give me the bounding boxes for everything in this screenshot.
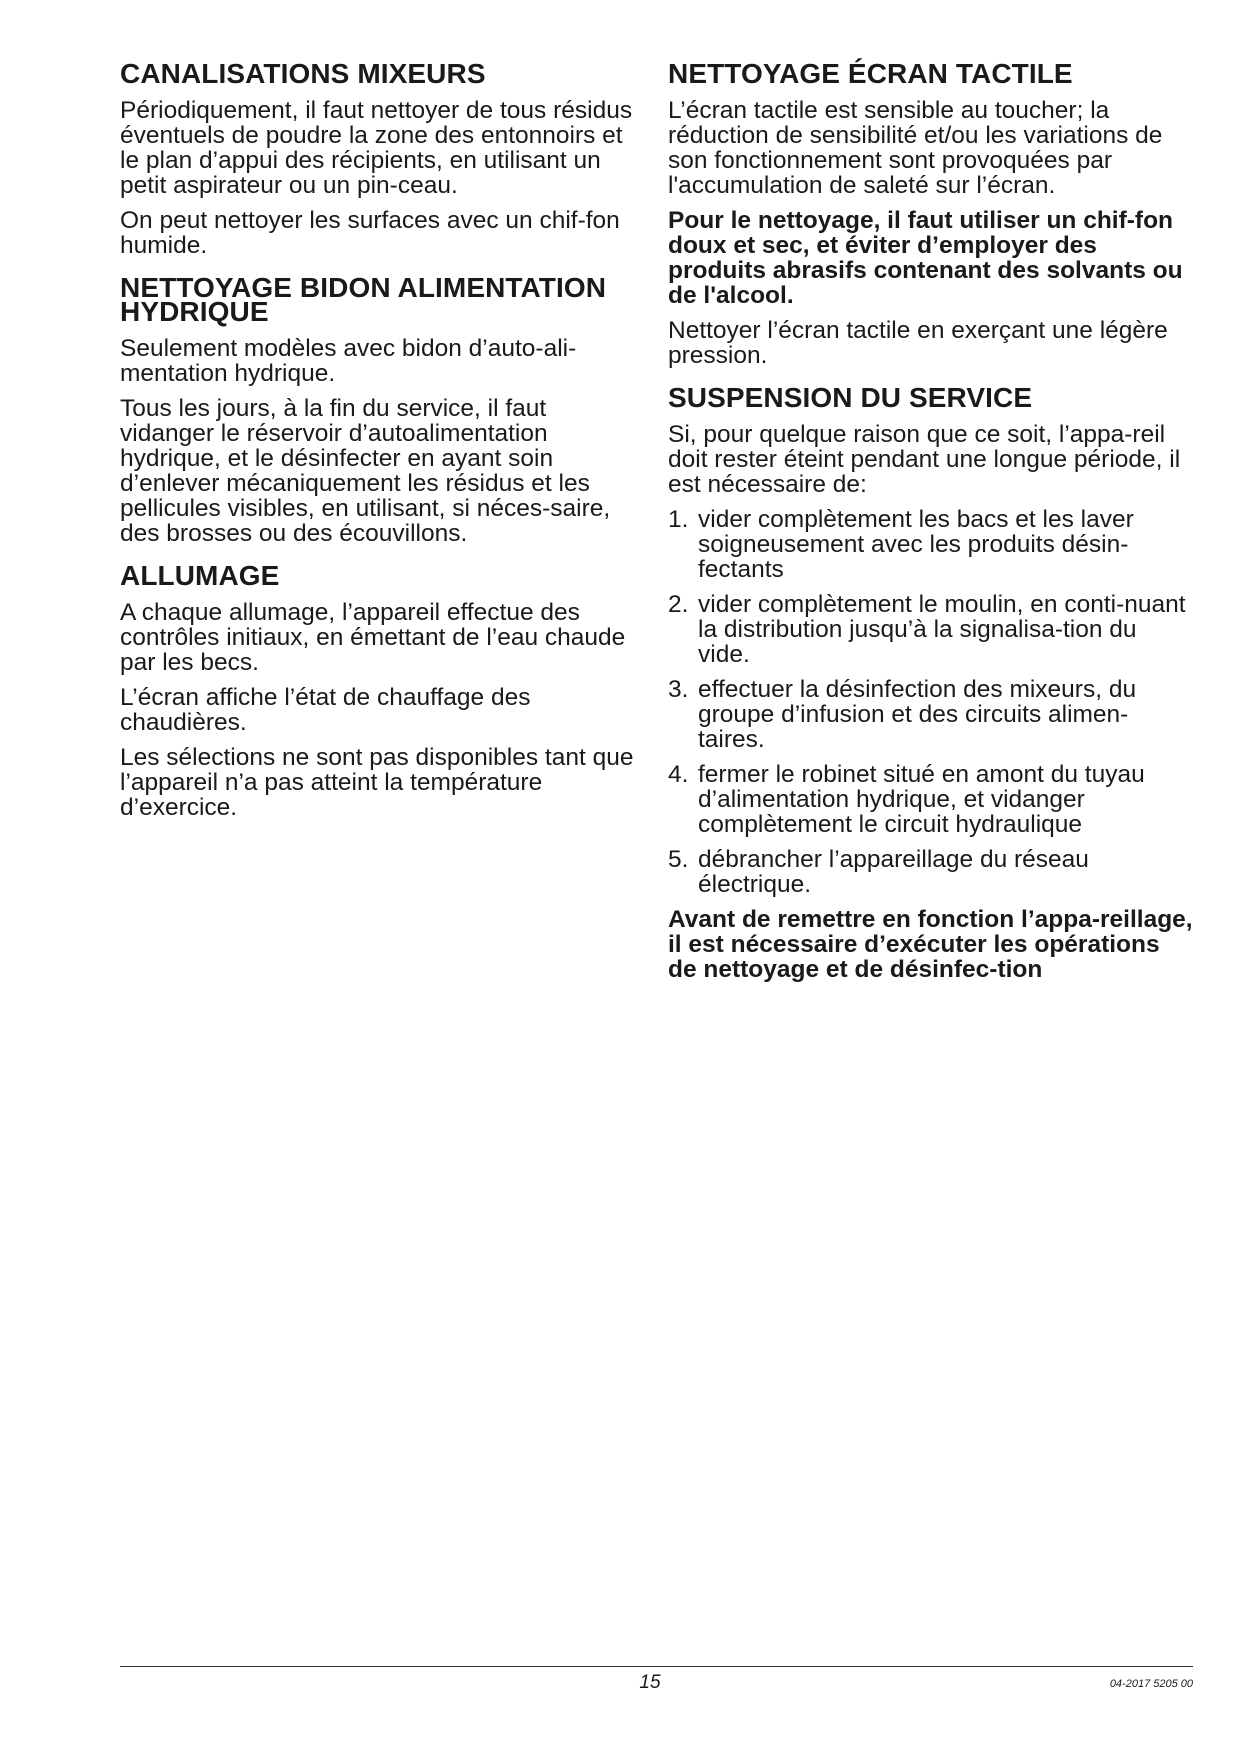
- list-number: 3.: [668, 676, 689, 703]
- list-text: effectuer la désinfection des mixeurs, du groupe d’infusion et des circuits alimen-taires.: [698, 676, 1137, 753]
- section-heading: ALLUMAGE: [120, 560, 280, 591]
- document-code: 04-2017 5205 00: [1109, 1678, 1193, 1690]
- list-item: [668, 507, 1193, 582]
- list-number: 5.: [668, 846, 689, 873]
- page-number: 15: [639, 1672, 661, 1693]
- list-item: [668, 847, 1193, 897]
- paragraph: Les sélections ne sont pas disponibles tant que l’appareil n’a pas atteint la température d’exercice.: [120, 744, 634, 821]
- list-text: fermer le robinet situé en amont du tuyau d’alimentation hydrique, et vidanger complètement le circuit hydraulique: [698, 761, 1145, 838]
- left-column: [120, 58, 640, 838]
- section-heading: NETTOYAGE BIDON ALIMENTATION HYDRIQUE: [120, 272, 607, 327]
- paragraph: L’écran affiche l’état de chauffage des chaudières.: [120, 684, 531, 736]
- paragraph: Tous les jours, à la fin du service, il faut vidanger le réservoir d’autoalimentation hydrique, et le désinfecter en ayant soin d’enlever mécaniquement les résidus et les pellicules visibles, en utilisant, si néces-saire, des brosses ou des écouvillons.: [120, 395, 611, 547]
- list-item: [668, 677, 1193, 752]
- list-item: [668, 592, 1193, 667]
- section-nettoyage-bidon: [120, 272, 640, 547]
- section-heading: SUSPENSION DU SERVICE: [668, 382, 1033, 413]
- section-suspension-du-service: [668, 382, 1193, 983]
- numbered-list: [668, 507, 1193, 897]
- section-heading: NETTOYAGE ÉCRAN TACTILE: [668, 58, 1073, 89]
- paragraph: Si, pour quelque raison que ce soit, l’appa-reil doit rester éteint pendant une longue période, il est nécessaire de:: [668, 421, 1181, 498]
- section-heading: CANALISATIONS MIXEURS: [120, 58, 486, 89]
- paragraph: Nettoyer l’écran tactile en exerçant une légère pression.: [668, 317, 1168, 369]
- section-nettoyage-ecran-tactile: [668, 58, 1193, 369]
- list-text: vider complètement les bacs et les laver soigneusement avec les produits désin-fectants: [698, 506, 1134, 583]
- footer-divider: [120, 1666, 1193, 1667]
- paragraph: A chaque allumage, l’appareil effectue des contrôles initiaux, en émettant de l’eau chaude par les becs.: [120, 599, 626, 676]
- list-item: [668, 762, 1193, 837]
- right-column: [668, 58, 1193, 1000]
- list-text: débrancher l’appareillage du réseau électrique.: [698, 846, 1089, 898]
- paragraph: L’écran tactile est sensible au toucher; la réduction de sensibilité et/ou les variations de son fonctionnement sont provoquées par l'accumulation de saleté sur l’écran.: [668, 97, 1163, 199]
- list-text: vider complètement le moulin, en conti-nuant la distribution jusqu’à la signalisa-tion du vide.: [698, 591, 1186, 668]
- paragraph: Seulement modèles avec bidon d’auto-ali-mentation hydrique.: [120, 335, 577, 387]
- list-number: 4.: [668, 761, 689, 788]
- paragraph: On peut nettoyer les surfaces avec un chif-fon humide.: [120, 207, 620, 259]
- section-allumage: [120, 560, 640, 821]
- paragraph: Périodiquement, il faut nettoyer de tous résidus éventuels de poudre la zone des entonnoirs et le plan d’appui des récipients, en utilisant un petit aspirateur ou un pin-ceau.: [120, 97, 633, 199]
- warning-paragraph: Avant de remettre en fonction l’appa-reillage, il est nécessaire d’exécuter les opérations de nettoyage et de désinfec-tion: [668, 906, 1193, 983]
- list-number: 2.: [668, 591, 689, 618]
- section-canalisations-mixeurs: [120, 58, 640, 259]
- warning-paragraph: Pour le nettoyage, il faut utiliser un chif-fon doux et sec, et éviter d’employer des produits abrasifs contenant des solvants ou de l'alcool.: [668, 207, 1183, 309]
- list-number: 1.: [668, 506, 689, 533]
